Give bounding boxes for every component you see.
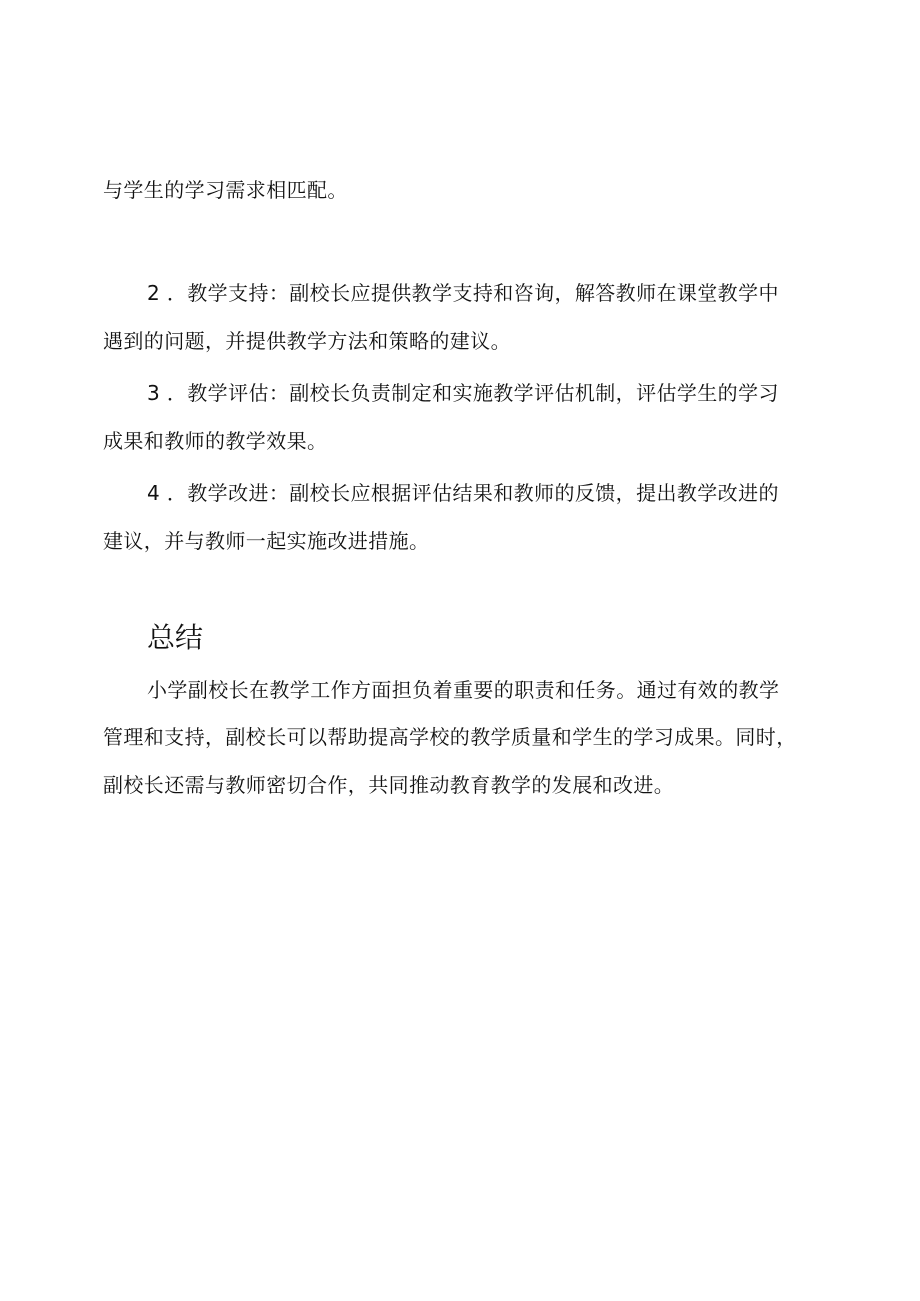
item-4-line-2: 建议，并与教师一起实施改进措施。 xyxy=(103,529,430,553)
item-3-line-1: 3 ．教学评估：副校长负责制定和实施教学评估机制，评估学生的学习 xyxy=(147,381,779,405)
summary-line-1: 小学副校长在教学工作方面担负着重要的职责和任务。通过有效的教学 xyxy=(147,678,780,702)
item-2-line-2: 遇到的问题，并提供教学方法和策略的建议。 xyxy=(103,329,511,353)
summary-heading: 总结 xyxy=(147,621,204,654)
continuation-line: 与学生的学习需求相匹配。 xyxy=(103,178,348,202)
item-2-line-1: 2 ．教学支持：副校长应提供教学支持和咨询，解答教师在课堂教学中 xyxy=(147,281,779,305)
item-4-line-1: 4 ．教学改进：副校长应根据评估结果和教师的反馈，提出教学改进的 xyxy=(147,481,779,505)
summary-line-2: 管理和支持，副校长可以帮助提高学校的教学质量和学生的学习成果。同时， xyxy=(103,725,797,749)
item-3-line-2: 成果和教师的教学效果。 xyxy=(103,429,328,453)
summary-line-3: 副校长还需与教师密切合作，共同推动教育教学的发展和改进。 xyxy=(103,773,675,797)
